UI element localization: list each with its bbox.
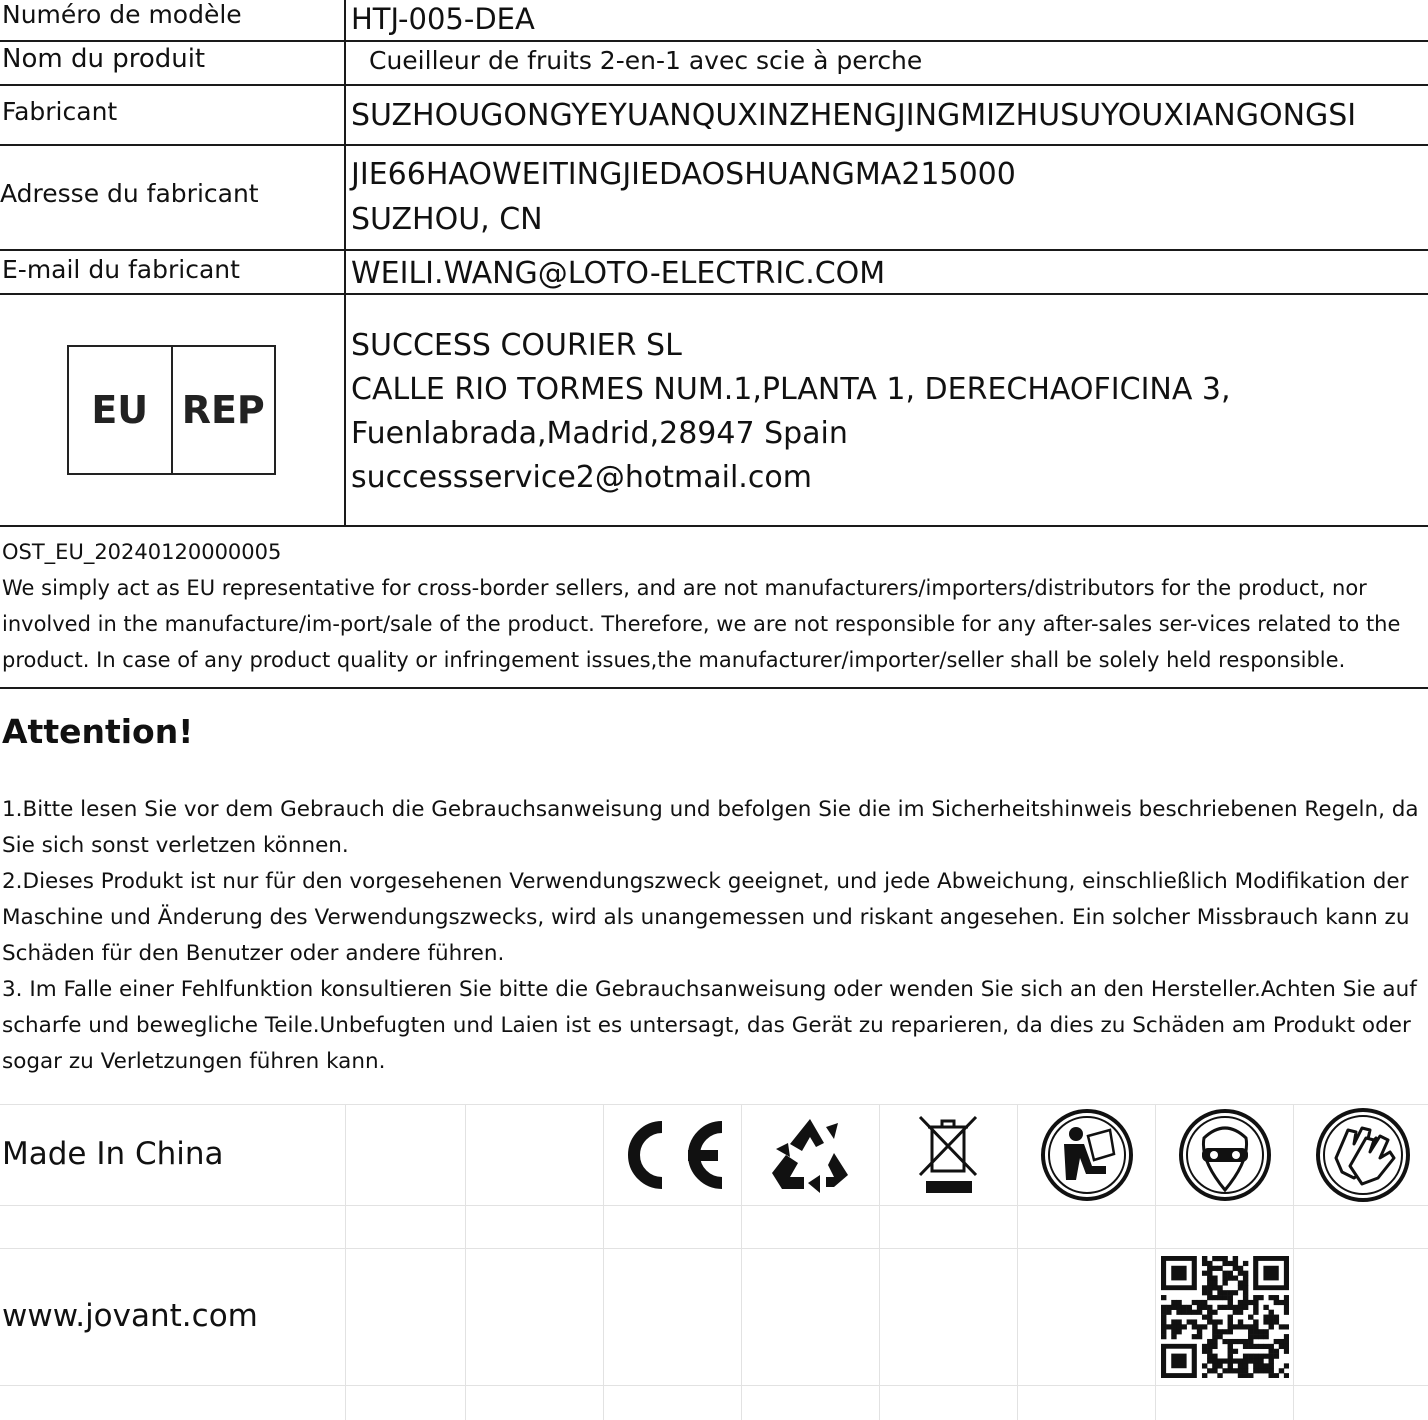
ce-mark-icon [616,1113,728,1197]
qr-code-icon [1161,1256,1289,1378]
attention-list [2,792,1426,1080]
attention-title: Attention! [2,712,194,751]
weee-bin-icon [914,1113,982,1197]
row-value-email: WEILI.WANG@LOTO-ELECTRIC.COM [351,256,886,291]
row-label-manufacturer: Fabricant [2,97,118,126]
row-label-address: Adresse du fabricant [0,179,259,208]
website-label: www.jovant.com [2,1298,258,1334]
protective-gloves-icon [1314,1108,1412,1202]
eu-rep-name: SUCCESS COURIER SL [351,328,682,363]
row-value-manufacturer: SUZHOUGONGYEYUANQUXINZHENGJINGMIZHUSUYOUXIANGONGSI [351,98,1357,133]
row-label-product: Nom du produit [2,44,206,74]
eu-rep-badge-rep: REP [181,388,265,432]
recycle-icon [768,1113,852,1197]
ost-code: OST_EU_20240120000005 [2,540,282,564]
eu-rep-badge [67,345,276,475]
row-value-address-line2: SUZHOU, CN [351,202,543,237]
safety-goggles-icon [1178,1108,1272,1202]
row-value-address-line1: JIE66HAOWEITINGJIEDAOSHUANGMA215000 [351,157,1016,192]
eu-rep-street: CALLE RIO TORMES NUM.1,PLANTA 1, DERECHAOFICINA 3, [351,372,1231,407]
attention-item-2: 2.Dieses Produkt ist nur für den vorgesehenen Verwendungszweck geeignet, und jede Abweichung, einschließlich Modifikation der Maschine und Änderung des Verwendungszwecks, wird als unangemessen und riskant angesehen. Ein solcher Missbrauch kann zu Schäden für den Benutzer oder andere führen. [2,869,1410,966]
eu-rep-email: successservice2@hotmail.com [351,460,812,495]
read-manual-icon [1040,1108,1134,1202]
made-in-china-label: Made In China [2,1136,224,1172]
row-value-model: HTJ-005-DEA [351,2,535,36]
row-label-model: Numéro de modèle [2,0,242,29]
row-label-email: E-mail du fabricant [2,255,240,284]
eu-rep-city: Fuenlabrada,Madrid,28947 Spain [351,416,848,451]
row-value-product: Cueilleur de fruits 2-en-1 avec scie à perche [369,46,923,75]
attention-item-3: 3. Im Falle einer Fehlfunktion konsultieren Sie bitte die Gebrauchsanweisung oder wenden Sie sich an den Hersteller.Achten Sie auf scharfe und bewegliche Teile.Unbefugten und Laien ist es untersagt, das Gerät zu reparieren, da dies zu Schäden am Produkt oder sogar zu Verletzungen führen kann. [2,977,1417,1074]
divider [0,687,1428,689]
disclaimer-text: We simply act as EU representative for cross-border sellers, and are not manufacturers/importers/distributors for the product, nor involved in the manufacture/im-port/sale of the product. Therefore, we are not responsible for any after-sales ser-vices related to the product. In case of any product quality or infringement issues,the manufacturer/importer/seller shall be solely held responsible. [2,576,1401,672]
eu-rep-badge-eu: EU [69,347,173,473]
attention-item-1: 1.Bitte lesen Sie vor dem Gebrauch die Gebrauchsanweisung und befolgen Sie die im Sicherheitshinweis beschriebenen Regeln, da Sie sich sonst verletzen können. [2,797,1419,858]
